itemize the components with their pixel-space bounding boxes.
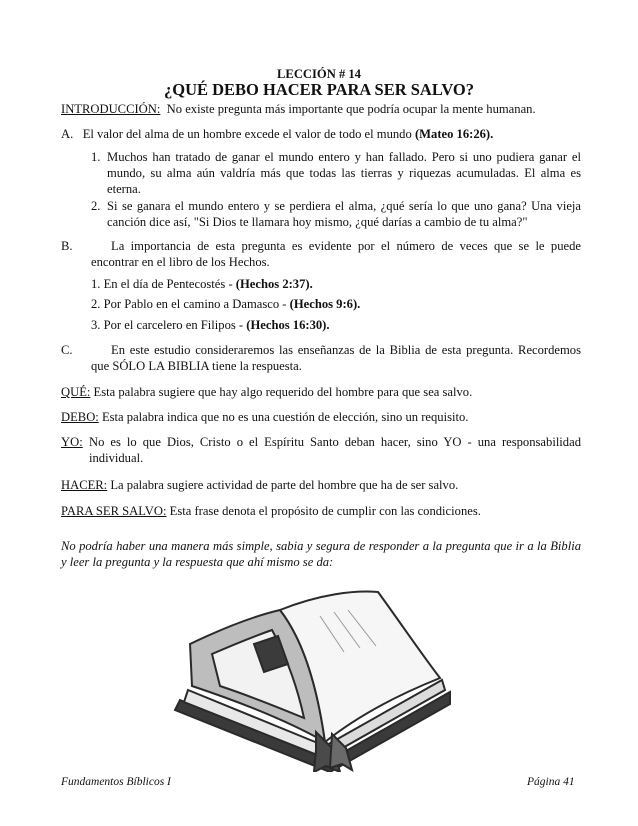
closing-paragraph: No podría haber una manera más simple, sabia y segura de responder a la pregunta que ir a la Biblia y leer la pregunta y la respuesta que ahí mismo se da: <box>61 539 581 569</box>
term-label: DEBO: <box>61 410 99 424</box>
section-b-item <box>91 317 581 333</box>
term-label: PARA SER SALVO: <box>61 504 167 518</box>
term-label: HACER: <box>61 478 108 492</box>
item-number: 1. <box>91 150 101 164</box>
section-c-text: En este estudio consideraremos las enseñanzas de la Biblia de esta pregunta. Recordemos que SÓLO LA BIBLIA tiene la respuesta. <box>91 343 581 373</box>
term-yo <box>61 434 581 466</box>
footer-left: Fundamentos Bíblicos I <box>61 776 171 788</box>
term-para-ser-salvo <box>61 503 581 519</box>
item-ref: (Hechos 16:30). <box>246 318 330 332</box>
section-b-letter: B. <box>61 239 73 253</box>
lesson-number: LECCIÓN # 14 <box>277 67 361 81</box>
term-debo <box>61 409 581 425</box>
term-text: La palabra sugiere actividad de parte del hombre que ha de ser salvo. <box>110 478 459 492</box>
term-hacer <box>61 477 581 493</box>
intro-paragraph <box>61 101 581 117</box>
section-b-text: La importancia de esta pregunta es evidente por el número de veces que se le puede encontrar en el libro de los Hechos. <box>91 239 581 269</box>
term-text: Esta frase denota el propósito de cumplir con las condiciones. <box>169 504 481 518</box>
section-a-item <box>91 149 581 197</box>
item-text: 2. Por Pablo en el camino a Damasco - <box>91 297 290 311</box>
footer-page-number: Página 41 <box>527 776 575 788</box>
item-text: Muchos han tratado de ganar el mundo entero y han fallado. Pero si uno pudiera ganar el mundo, su alma aún valdría más que todas las tierras y riquezas acumuladas. El alma es eterna. <box>107 150 581 196</box>
item-number: 2. <box>91 199 101 213</box>
section-b-item <box>91 296 581 312</box>
section-a-ref: (Mateo 16:26). <box>414 127 494 141</box>
page-title: ¿QUÉ DEBO HACER PARA SER SALVO? <box>163 80 475 99</box>
section-b <box>61 238 581 270</box>
book-icon <box>175 592 450 772</box>
section-b-item <box>91 276 581 292</box>
item-text: 3. Por el carcelero en Filipos - <box>91 318 247 332</box>
section-c-letter: C. <box>61 343 73 357</box>
term-label: YO: <box>61 435 83 449</box>
term-que <box>61 384 581 400</box>
section-a-letter: A. <box>61 127 74 141</box>
item-text: 1. En el día de Pentecostés - <box>91 277 236 291</box>
section-a-text: El valor del alma de un hombre excede el valor de todo el mundo <box>82 127 412 141</box>
term-text: No es lo que Dios, Cristo o el Espíritu Santo deban hacer, sino YO - una responsabilidad individual. <box>89 435 581 465</box>
item-ref: (Hechos 2:37). <box>235 277 313 291</box>
item-text: Si se ganara el mundo entero y se perdiera el alma, ¿qué sería lo que uno gana? Una vieja canción dice así, "Si Dios te llamara hoy mismo, ¿qué darías a cambio de tu alma?" <box>107 199 581 229</box>
section-c <box>61 342 581 374</box>
term-text: Esta palabra indica que no es una cuestión de elección, sino un requisito. <box>101 410 469 424</box>
section-a-heading <box>61 126 581 142</box>
open-bible-illustration <box>120 582 520 772</box>
term-text: Esta palabra sugiere que hay algo requerido del hombre para que sea salvo. <box>93 385 473 399</box>
section-a-item <box>91 198 581 230</box>
item-ref: (Hechos 9:6). <box>289 297 361 311</box>
intro-label: INTRODUCCIÓN: <box>61 102 161 116</box>
intro-text: No existe pregunta más importante que podría ocupar la mente humanan. <box>166 102 536 116</box>
term-label: QUÉ: <box>61 385 91 399</box>
